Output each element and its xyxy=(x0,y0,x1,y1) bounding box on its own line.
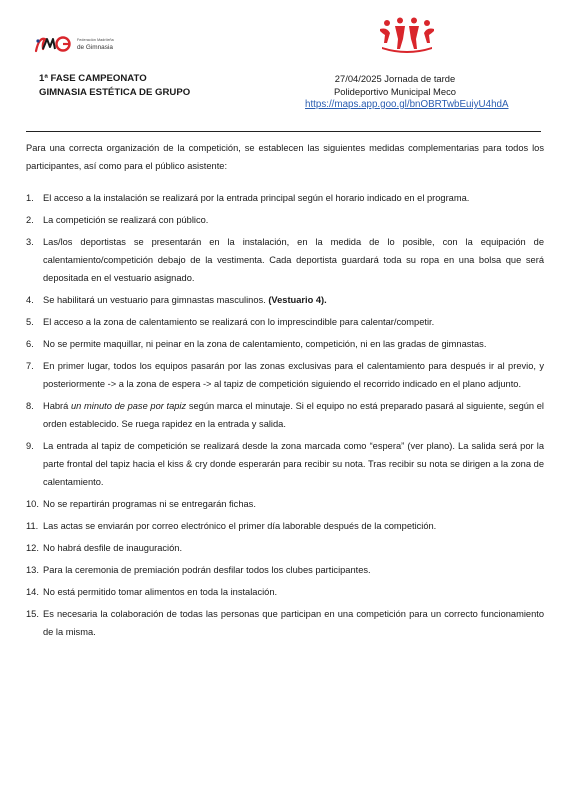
list-item-number: 1. xyxy=(26,193,34,203)
list-item-text: Es necesaria la colaboración de todas las personas que participan en una competición para un correcto funcionamiento de la misma. xyxy=(43,609,544,637)
list-item-number: 8. xyxy=(26,401,34,411)
list-item xyxy=(26,539,544,557)
list-item-text: La entrada al tapiz de competición se realizará desde la zona marcada como “espera” (ver plano). La salida será por la parte frontal del tapiz hacia el kiss & cry donde esperarán para recibir su nota. Tras recibir su nota se dirigen a la zona de calentamiento. xyxy=(43,441,544,487)
list-item-number: 3. xyxy=(26,237,34,247)
list-item-number: 2. xyxy=(26,215,34,225)
list-item-number: 12. xyxy=(26,543,39,553)
list-item xyxy=(26,211,544,229)
list-item xyxy=(26,189,544,207)
event-info xyxy=(305,72,509,111)
list-item-text: En primer lugar, todos los equipos pasarán por las zonas exclusivas para el calentamiento para después ir al previo, y posteriormente -> a la zona de espera -> al tapiz de competición siguiendo el recorrido indicado en el plano adjunto. xyxy=(43,361,544,389)
list-item-number: 11. xyxy=(26,521,39,531)
header-divider xyxy=(26,131,541,132)
federation-logo xyxy=(33,33,128,57)
federation-logo-name: de Gimnasia xyxy=(77,44,113,51)
list-item xyxy=(26,397,544,433)
event-venue: Polideportivo Municipal Meco xyxy=(334,86,456,97)
title-line-1: 1ª FASE CAMPEONATO xyxy=(39,73,147,84)
list-item-text: El acceso a la zona de calentamiento se realizará con lo imprescindible para calentar/competir. xyxy=(43,317,435,327)
map-link[interactable]: https://maps.app.goo.gl/bnOBRTwbEuiyU4hdA xyxy=(305,99,509,110)
rules-list xyxy=(26,189,544,645)
fmg-logo-icon xyxy=(33,33,73,57)
list-item-text: No está permitido tomar alimentos en toda la instalación. xyxy=(43,587,278,597)
list-item-text: No se repartirán programas ni se entregarán fichas. xyxy=(43,499,256,509)
list-item-pre-text: Habrá xyxy=(43,401,69,411)
list-item-italic-text: un minuto de pase por tapiz xyxy=(71,401,187,411)
list-item-number: 9. xyxy=(26,441,34,451)
list-item-number: 10. xyxy=(26,499,39,509)
list-item-text: Las actas se enviarán por correo electrónico el primer día laborable después de la competición. xyxy=(43,521,437,531)
list-item xyxy=(26,605,544,641)
list-item-text: según marca el minutaje. Si el equipo no está preparado pasará al siguiente, según el orden establecido. Se ruega rapidez en la entrada y salida. xyxy=(43,401,544,429)
list-item-text: Las/los deportistas se presentarán en la instalación, en la medida de lo posible, con la equipación de calentamiento/competición debajo de la vestimenta. Cada deportista guardará toda su ropa en una bolsa que será depositada en el vestuario asignado. xyxy=(43,237,544,283)
list-item xyxy=(26,313,544,331)
list-item-text: No se permite maquillar, ni peinar en la zona de calentamiento, competición, ni en las gradas de gimnastas. xyxy=(43,339,487,349)
list-item xyxy=(26,335,544,353)
list-item-bold-text: (Vestuario 4). xyxy=(268,295,327,305)
list-item-number: 13. xyxy=(26,565,39,575)
event-title xyxy=(39,72,190,100)
organizer-logo-icon xyxy=(378,17,436,53)
list-item xyxy=(26,517,544,535)
intro-paragraph: Para una correcta organización de la competición, se establecen las siguientes medidas complementarias para todos los participantes, así como para el público asistente: xyxy=(26,143,544,171)
list-item xyxy=(26,291,544,309)
list-item xyxy=(26,357,544,393)
event-date-session: 27/04/2025 Jornada de tarde xyxy=(334,73,456,84)
list-item xyxy=(26,437,544,491)
list-item-text: Para la ceremonia de premiación podrán desfilar todos los clubes participantes. xyxy=(43,565,371,575)
title-line-2: GIMNASIA ESTÉTICA DE GRUPO xyxy=(39,87,191,98)
list-item xyxy=(26,233,544,287)
list-item-number: 6. xyxy=(26,339,34,349)
list-item-text: Se habilitará un vestuario para gimnastas masculinos. xyxy=(43,295,266,305)
list-item-text-wrapper xyxy=(43,291,544,309)
list-item-text: No habrá desfile de inauguración. xyxy=(43,543,183,553)
list-item xyxy=(26,561,544,579)
list-item-text: El acceso a la instalación se realizará por la entrada principal según el horario indicado en el programa. xyxy=(43,193,470,203)
list-item-number: 4. xyxy=(26,295,34,305)
list-item xyxy=(26,495,544,513)
federation-logo-small-text: Federación Madrileña xyxy=(77,38,114,42)
list-item-number: 14. xyxy=(26,587,39,597)
list-item-number: 7. xyxy=(26,361,34,371)
list-item-text-wrapper xyxy=(43,397,544,433)
list-item-number: 15. xyxy=(26,609,39,619)
list-item-text: La competición se realizará con público. xyxy=(43,215,209,225)
list-item xyxy=(26,583,544,601)
list-item-number: 5. xyxy=(26,317,34,327)
